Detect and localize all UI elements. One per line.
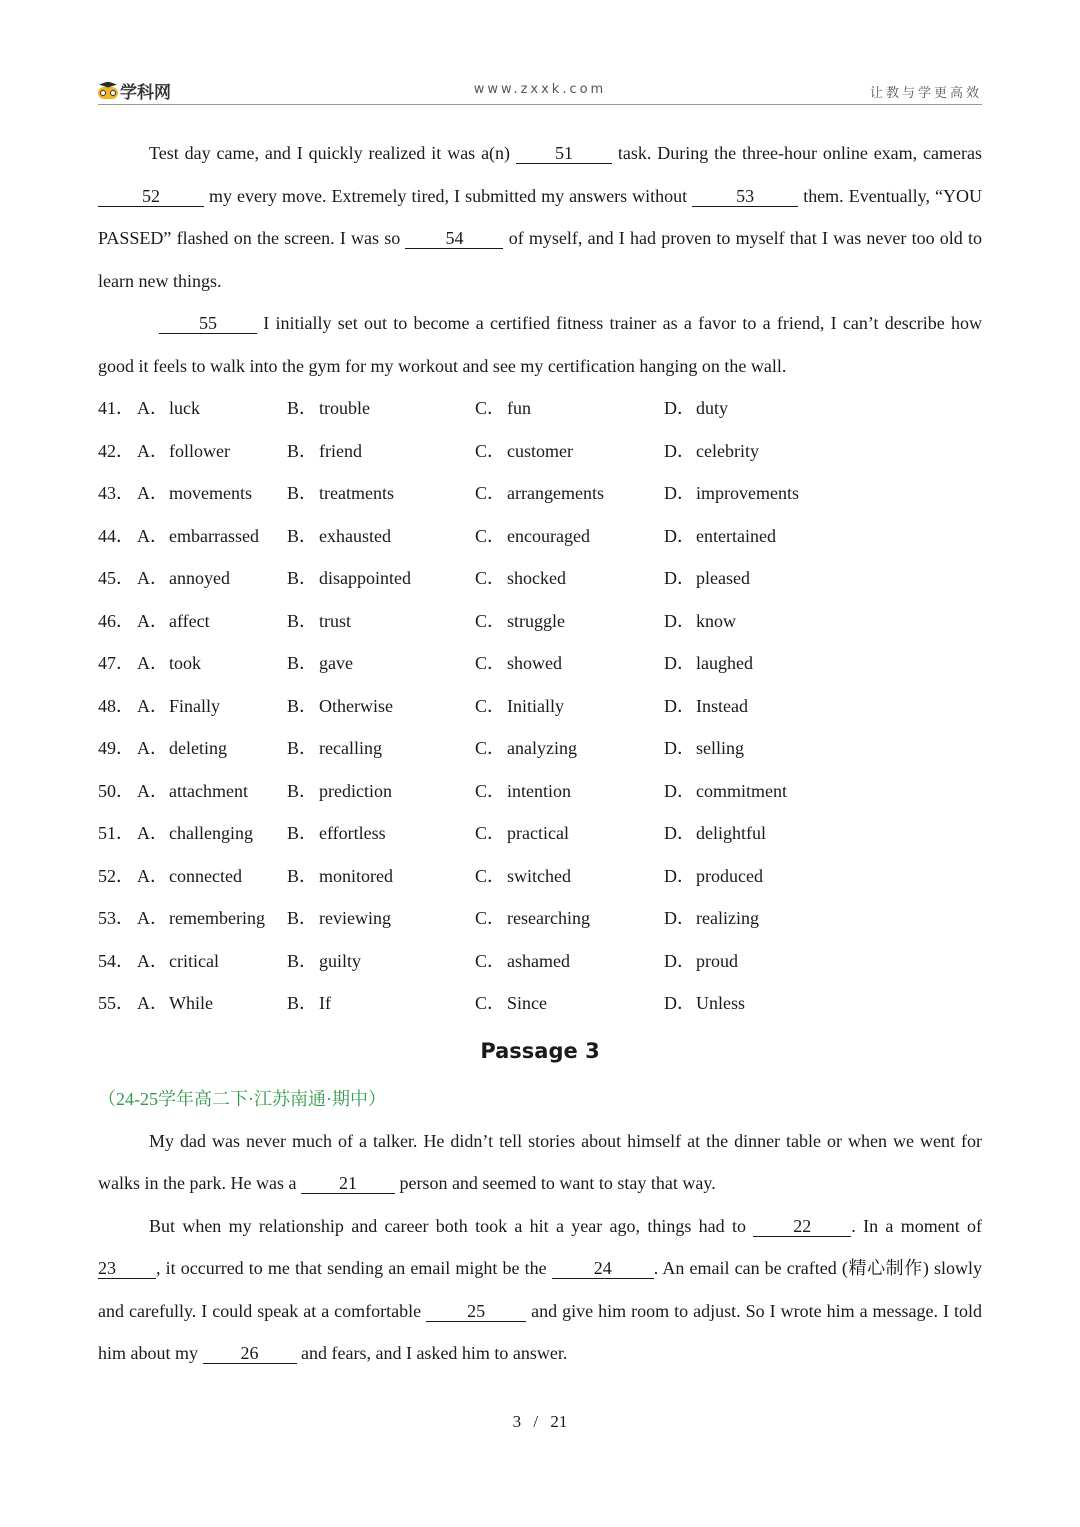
option-letter: B．	[287, 440, 318, 461]
option-letter: D．	[664, 738, 695, 758]
option-letter: A．	[137, 865, 168, 886]
option-text: practical	[507, 823, 569, 843]
option-letter: C．	[475, 440, 506, 461]
page-separator: /	[533, 1412, 539, 1431]
option-b	[287, 515, 475, 558]
option-letter: D．	[664, 440, 695, 461]
option-b	[287, 727, 475, 770]
blank-22: 22	[753, 1216, 851, 1237]
logo-text: 学科网	[120, 83, 171, 103]
option-text: disappointed	[319, 568, 411, 588]
option-text: friend	[319, 440, 362, 461]
option-text: laughed	[696, 653, 753, 673]
option-text: If	[319, 993, 331, 1013]
option-letter: D．	[664, 610, 695, 631]
option-c	[475, 642, 664, 685]
option-b	[287, 472, 475, 515]
option-letter: A．	[137, 568, 168, 588]
blank-21: 21	[301, 1173, 395, 1194]
option-row	[98, 982, 982, 1025]
option-letter: C．	[475, 483, 506, 503]
option-text: movements	[169, 483, 252, 503]
option-b	[287, 685, 475, 728]
option-letter: C．	[475, 908, 506, 928]
option-text: celebrity	[696, 440, 759, 461]
option-a	[137, 982, 287, 1025]
option-text: entertained	[696, 525, 776, 546]
option-text: luck	[169, 398, 200, 418]
option-text: Otherwise	[319, 695, 393, 716]
option-text: proud	[696, 950, 738, 971]
option-text: selling	[696, 738, 744, 758]
option-letter: B．	[287, 738, 318, 758]
option-b	[287, 642, 475, 685]
option-text: showed	[507, 653, 562, 673]
option-letter: B．	[287, 780, 318, 801]
page-footer	[0, 1412, 1080, 1432]
option-letter: C．	[475, 950, 506, 971]
option-c	[475, 727, 664, 770]
option-letter: D．	[664, 398, 695, 418]
option-text: Since	[507, 993, 547, 1013]
option-letter: C．	[475, 695, 506, 716]
option-letter: D．	[664, 653, 695, 673]
blank-53: 53	[692, 186, 798, 207]
blank-54: 54	[405, 228, 503, 249]
question-number: 48．	[98, 695, 134, 716]
option-text: improvements	[696, 483, 799, 503]
option-letter: C．	[475, 738, 506, 758]
option-text: arrangements	[507, 483, 604, 503]
option-letter: B．	[287, 908, 318, 928]
option-letter: C．	[475, 568, 506, 588]
option-letter: C．	[475, 653, 506, 673]
option-c	[475, 770, 664, 813]
option-text: Unless	[696, 993, 745, 1013]
option-row	[98, 685, 982, 728]
option-text: gave	[319, 653, 353, 673]
option-text: commitment	[696, 780, 787, 801]
option-a	[137, 642, 287, 685]
option-text: trust	[319, 610, 352, 631]
option-letter: C．	[475, 398, 506, 418]
option-d	[664, 812, 864, 855]
option-letter: A．	[137, 440, 168, 461]
option-text: critical	[169, 950, 219, 971]
option-row	[98, 940, 982, 983]
option-b	[287, 812, 475, 855]
option-c	[475, 557, 664, 600]
option-text: follower	[169, 440, 230, 461]
option-text: customer	[507, 440, 573, 461]
option-b	[287, 855, 475, 898]
option-text: embarrassed	[169, 525, 259, 546]
option-b	[287, 982, 475, 1025]
option-c	[475, 855, 664, 898]
option-b	[287, 897, 475, 940]
option-letter: C．	[475, 823, 506, 843]
option-b	[287, 940, 475, 983]
option-d	[664, 685, 864, 728]
passage2-paragraph-1: Test day came, and I quickly realized it was a(n) 51 task. During the three-hour online exam, cameras 52 my every move. Extremely tired, I submitted my answers without 53 them. Eventually, “YOU PASSED” flashed on the screen. I was so 54 of myself, and I had proven to myself that I was never too old to learn new things.	[98, 143, 983, 291]
option-letter: D．	[664, 695, 695, 716]
option-letter: A．	[137, 525, 168, 546]
option-row	[98, 770, 982, 813]
option-text: connected	[169, 865, 242, 886]
option-text: Finally	[169, 695, 221, 716]
option-text: ashamed	[507, 950, 570, 971]
option-letter: A．	[137, 780, 168, 801]
blank-25: 25	[426, 1301, 526, 1322]
option-text: realizing	[696, 908, 759, 928]
option-a	[137, 940, 287, 983]
option-letter: B．	[287, 525, 318, 546]
option-b	[287, 770, 475, 813]
option-d	[664, 727, 864, 770]
blank-23: 23	[98, 1258, 156, 1279]
option-letter: C．	[475, 993, 506, 1013]
options-list	[98, 387, 982, 1025]
page-header	[98, 76, 982, 105]
site-url[interactable]: www.zxxk.com	[473, 82, 607, 97]
question-number: 44．	[98, 525, 134, 546]
option-letter: A．	[137, 823, 168, 843]
option-row	[98, 557, 982, 600]
option-row	[98, 812, 982, 855]
option-letter: A．	[137, 483, 168, 503]
option-text: duty	[696, 398, 729, 418]
option-text: deleting	[169, 738, 227, 758]
question-number: 41．	[98, 398, 134, 418]
option-letter: B．	[287, 653, 318, 673]
option-c	[475, 600, 664, 643]
option-text: effortless	[319, 823, 386, 843]
option-letter: C．	[475, 525, 506, 546]
page-total: 21	[550, 1412, 568, 1431]
question-number: 45．	[98, 568, 134, 588]
option-d	[664, 855, 864, 898]
option-text: annoyed	[169, 568, 230, 588]
option-text: remembering	[169, 908, 265, 928]
option-text: recalling	[319, 738, 382, 758]
option-row	[98, 727, 982, 770]
page-number: 3	[512, 1412, 522, 1431]
option-b	[287, 430, 475, 473]
question-number: 51．	[98, 823, 134, 843]
option-letter: D．	[664, 483, 695, 503]
option-text: attachment	[169, 780, 248, 801]
option-letter: D．	[664, 908, 695, 928]
option-letter: D．	[664, 568, 695, 588]
option-text: trouble	[319, 398, 370, 418]
question-number: 52．	[98, 865, 134, 886]
option-a	[137, 812, 287, 855]
blank-55: 55	[159, 313, 257, 334]
passage3-paragraph-2: But when my relationship and career both took a hit a year ago, things had to 22 . In a moment of 23 , it occurred to me that sending an email might be the 24 . An email can be crafted (精心制作) slowly and carefully. I could speak at a comfortable 25 and give him room to adjust. So I wrote him a message. I told him about my 26 and fears, and I asked him to answer.	[98, 1215, 983, 1363]
option-a	[137, 515, 287, 558]
option-b	[287, 557, 475, 600]
option-text: delightful	[696, 823, 766, 843]
option-text: fun	[507, 398, 531, 418]
option-letter: C．	[475, 780, 506, 801]
option-letter: B．	[287, 568, 318, 588]
option-letter: A．	[137, 950, 168, 971]
blank-52: 52	[98, 186, 204, 207]
option-text: intention	[507, 780, 571, 801]
option-letter: B．	[287, 865, 318, 886]
option-text: reviewing	[319, 908, 391, 928]
option-c	[475, 897, 664, 940]
option-text: exhausted	[319, 525, 391, 546]
option-letter: B．	[287, 483, 318, 503]
option-c	[475, 685, 664, 728]
option-d	[664, 430, 864, 473]
option-text: analyzing	[507, 738, 577, 758]
option-letter: D．	[664, 950, 695, 971]
option-a	[137, 430, 287, 473]
option-c	[475, 472, 664, 515]
blank-51: 51	[516, 143, 612, 164]
option-d	[664, 770, 864, 813]
option-c	[475, 940, 664, 983]
option-text: struggle	[507, 610, 565, 631]
option-b	[287, 600, 475, 643]
option-letter: A．	[137, 610, 168, 631]
option-letter: C．	[475, 865, 506, 886]
option-d	[664, 515, 864, 558]
question-number: 46．	[98, 610, 134, 631]
option-text: produced	[696, 865, 763, 886]
option-a	[137, 727, 287, 770]
question-number: 42．	[98, 440, 134, 461]
option-text: took	[169, 653, 202, 673]
option-a	[137, 770, 287, 813]
option-letter: D．	[664, 525, 695, 546]
option-letter: B．	[287, 610, 318, 631]
option-letter: D．	[664, 993, 695, 1013]
document-body	[98, 132, 982, 1375]
question-number: 53．	[98, 908, 134, 928]
option-text: prediction	[319, 780, 392, 801]
option-text: Instead	[696, 695, 748, 716]
option-c	[475, 387, 664, 430]
option-row	[98, 472, 982, 515]
option-text: treatments	[319, 483, 394, 503]
option-a	[137, 855, 287, 898]
blank-26: 26	[203, 1343, 297, 1364]
option-d	[664, 600, 864, 643]
option-text: pleased	[696, 568, 750, 588]
option-row	[98, 897, 982, 940]
option-text: While	[169, 993, 213, 1013]
option-d	[664, 642, 864, 685]
option-letter: D．	[664, 780, 695, 801]
option-row	[98, 600, 982, 643]
option-row	[98, 387, 982, 430]
option-d	[664, 940, 864, 983]
option-text: switched	[507, 865, 571, 886]
option-row	[98, 515, 982, 558]
passage2-paragraph-2: 55 I initially set out to become a certified fitness trainer as a favor to a friend, I can’t describe how good it feels to walk into the gym for my workout and see my certification hanging on the wall.	[98, 313, 983, 376]
option-letter: A．	[137, 398, 168, 418]
option-a	[137, 472, 287, 515]
option-text: Initially	[507, 695, 564, 716]
option-d	[664, 557, 864, 600]
option-d	[664, 982, 864, 1025]
option-a	[137, 387, 287, 430]
passage-3-title: Passage 3	[480, 1038, 600, 1063]
option-letter: D．	[664, 865, 695, 886]
option-text: guilty	[319, 950, 362, 971]
passage3-paragraph-1: My dad was never much of a talker. He didn’t tell stories about himself at the dinner table or when we went for walks in the park. He was a 21 person and seemed to want to stay that way.	[98, 1130, 982, 1193]
option-letter: B．	[287, 398, 318, 418]
option-c	[475, 812, 664, 855]
option-text: challenging	[169, 823, 253, 843]
option-letter: C．	[475, 610, 506, 631]
option-c	[475, 982, 664, 1025]
option-b	[287, 387, 475, 430]
header-slogan: 让教与学更高效	[869, 86, 982, 101]
option-letter: D．	[664, 823, 695, 843]
option-c	[475, 430, 664, 473]
option-text: researching	[507, 908, 590, 928]
question-number: 47．	[98, 653, 134, 673]
option-c	[475, 515, 664, 558]
question-number: 54．	[98, 950, 134, 971]
passage-source: （24-25学年高二下·江苏南通·期中）	[98, 1088, 386, 1109]
question-number: 49．	[98, 738, 134, 758]
option-letter: A．	[137, 993, 168, 1013]
option-a	[137, 600, 287, 643]
option-letter: A．	[137, 738, 168, 758]
option-row	[98, 642, 982, 685]
option-letter: B．	[287, 823, 318, 843]
option-text: shocked	[507, 568, 566, 588]
option-d	[664, 897, 864, 940]
option-row	[98, 430, 982, 473]
option-d	[664, 387, 864, 430]
question-number: 55．	[98, 993, 134, 1013]
question-number: 43．	[98, 483, 134, 503]
option-text: know	[696, 610, 736, 631]
option-letter: A．	[137, 695, 168, 716]
option-letter: A．	[137, 908, 168, 928]
option-letter: B．	[287, 695, 318, 716]
question-number: 50．	[98, 780, 134, 801]
option-a	[137, 685, 287, 728]
option-letter: A．	[137, 653, 168, 673]
option-a	[137, 897, 287, 940]
option-letter: B．	[287, 950, 318, 971]
option-a	[137, 557, 287, 600]
blank-24: 24	[552, 1258, 654, 1279]
option-d	[664, 472, 864, 515]
option-text: affect	[169, 610, 210, 631]
option-row	[98, 855, 982, 898]
option-text: encouraged	[507, 525, 590, 546]
option-text: monitored	[319, 865, 393, 886]
option-letter: B．	[287, 993, 318, 1013]
